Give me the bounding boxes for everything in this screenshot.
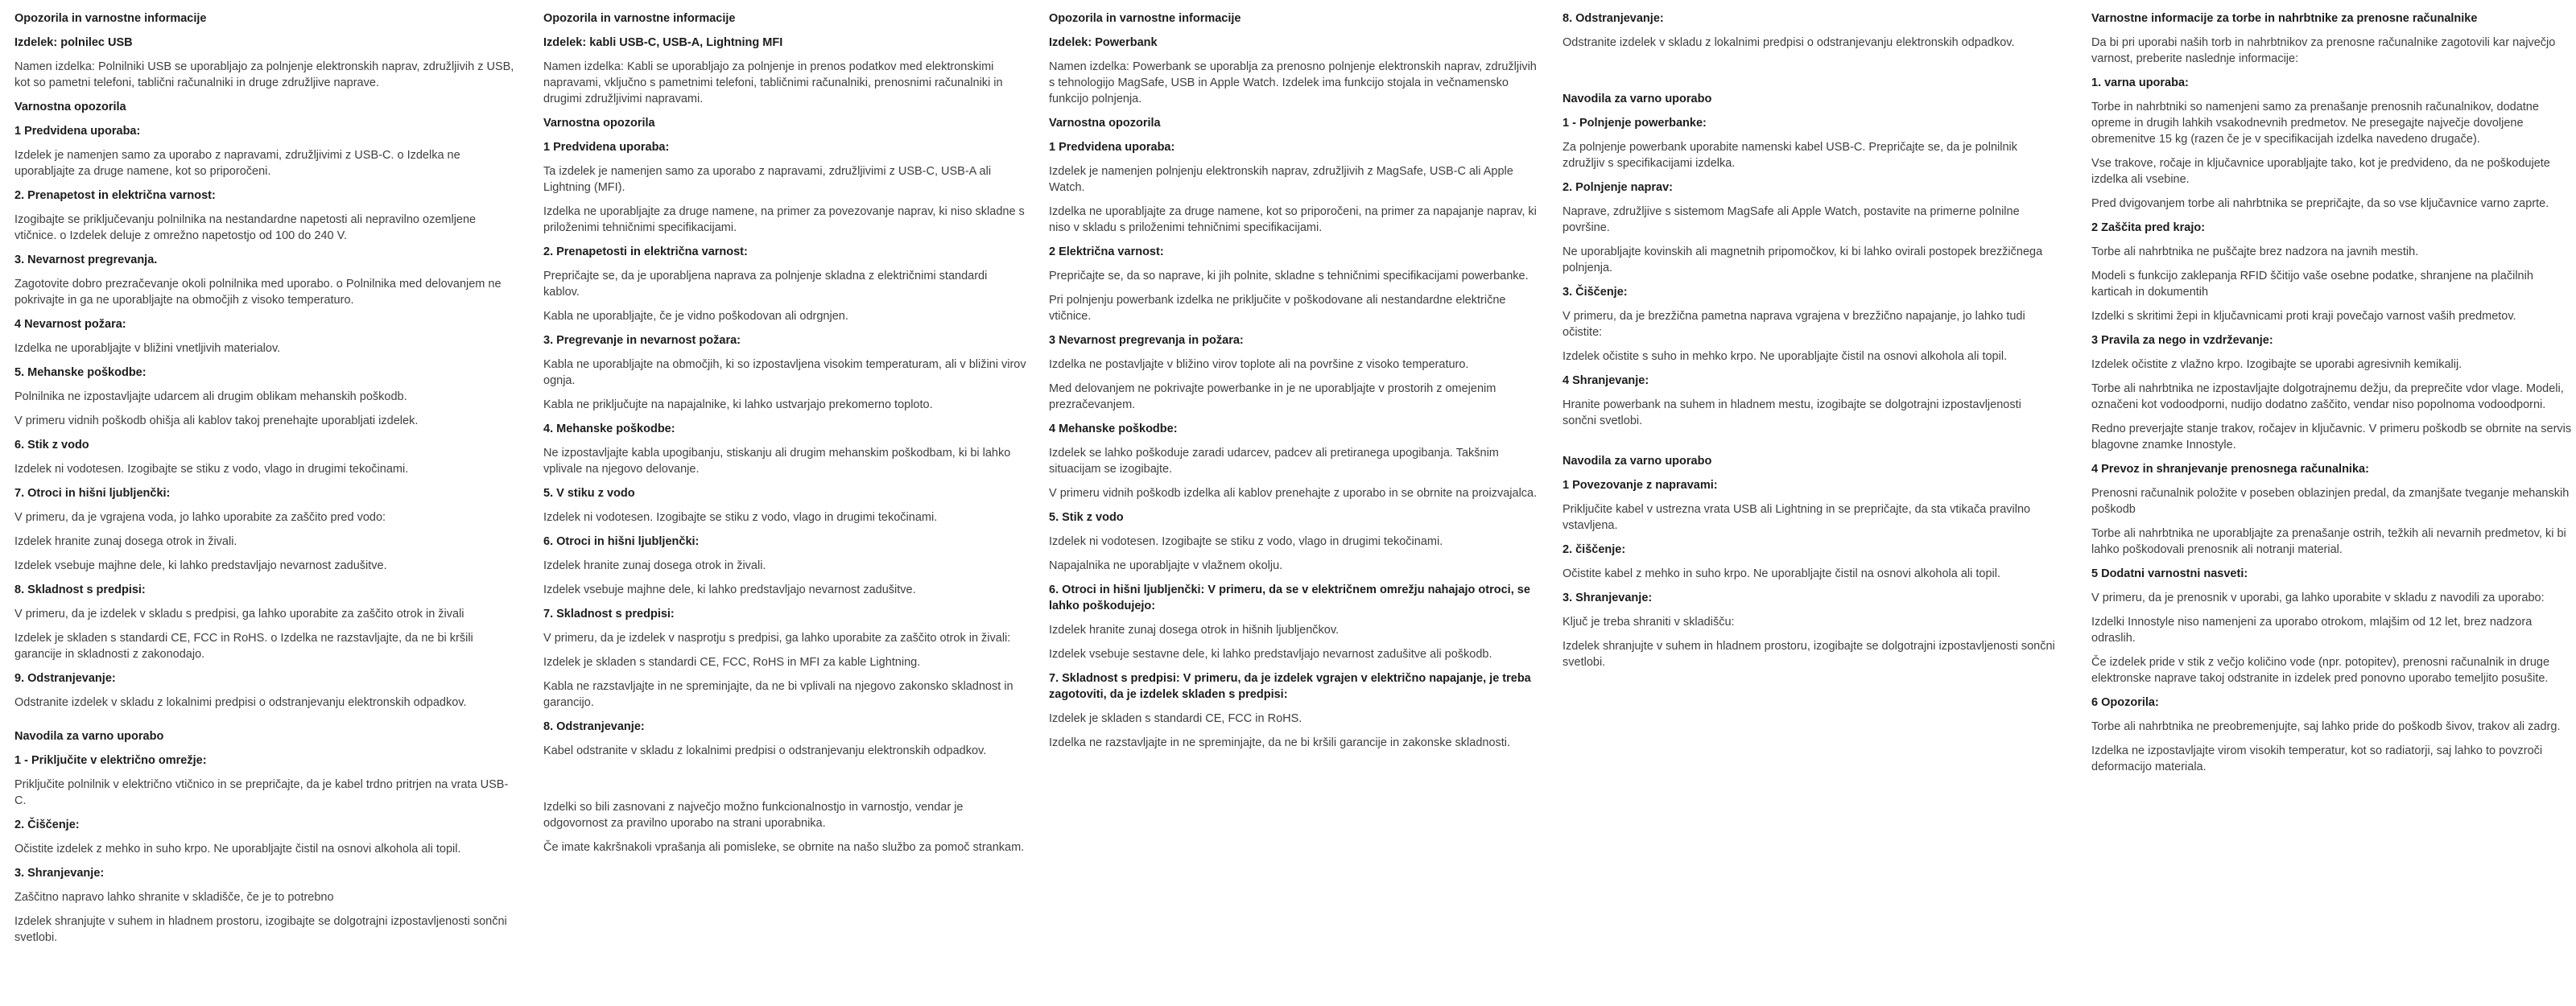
paragraph: Za polnjenje powerbank uporabite namenski kabel USB-C. Prepričajte se, da je polnilnik združljiv s specifikacijami izdelka.	[1563, 141, 2018, 170]
text-column-3	[1049, 10, 1538, 759]
paragraph: V primeru, da je prenosnik v uporabi, ga lahko uporabite v skladu z navodili za uporabo:	[2091, 592, 2545, 604]
section-heading: 4 Mehanske poškodbe:	[1049, 423, 1178, 435]
paragraph: Namen izdelka: Kabli se uporabljajo za polnjenje in prenos podatkov med elektronskimi napravami, vključno s pametnimi telefoni, tabličnimi računalniki, prenosnimi računalniki in drugimi združljivimi napravami.	[543, 60, 1003, 105]
section-heading: 2. Prenapetosti in električna varnost:	[543, 245, 748, 258]
section-heading: 6. Otroci in hišni ljubljenčki:	[543, 535, 700, 548]
paragraph-gap	[543, 767, 1026, 799]
section-heading: Opozorila in varnostne informacije	[14, 12, 207, 25]
paragraph: Prepričajte se, da je uporabljena naprava za polnjenje skladna z električnimi standardi kablov.	[543, 270, 988, 299]
paragraph-gap	[1563, 59, 2055, 91]
section-heading: 3. Shranjevanje:	[1563, 592, 1653, 604]
paragraph: Redno preverjajte stanje trakov, ročajev in ključavnic. V primeru poškodb se obrnite na servis blagovne znamke Innostyle.	[2091, 423, 2572, 451]
paragraph: Kabla ne razstavljajte in ne spreminjajte, da ne bi vplivali na njegovo zakonsko skladnost in garancijo.	[543, 680, 1013, 709]
paragraph: Izdelka ne postavljajte v bližino virov toplote ali na površine z visoko temperaturo.	[1049, 358, 1469, 371]
paragraph: Izdelek hranite zunaj dosega otrok in živali.	[14, 535, 237, 548]
paragraph: V primeru vidnih poškodb ohišja ali kablov takoj prenehajte uporabljati izdelek.	[14, 414, 419, 427]
section-heading: 1 Predvidena uporaba:	[14, 125, 141, 138]
paragraph: Torbe ali nahrbtnika ne puščajte brez nadzora na javnih mestih.	[2091, 245, 2419, 258]
section-heading: Varnostna opozorila	[14, 101, 126, 113]
section-heading: 6 Opozorila:	[2091, 696, 2159, 709]
paragraph: Ne izpostavljajte kabla upogibanju, stiskanju ali drugim mehanskim poškodbam, ki bi lahko vplivale na njegovo delovanje.	[543, 447, 1011, 476]
paragraph: Namen izdelka: Powerbank se uporablja za prenosno polnjenje elektronskih naprav, združljivih s tehnologijo MagSafe, USB in Apple Watch. Izdelek ima funkcijo stojala in večnamensko funkcijo polnjenja.	[1049, 60, 1537, 105]
paragraph: Modeli s funkcijo zaklepanja RFID ščitijo vaše osebne podatke, shranjene na plačilnih karticah in dokumentih	[2091, 270, 2533, 299]
section-heading: 4 Nevarnost požara:	[14, 318, 126, 331]
paragraph: Vse trakove, ročaje in ključavnice uporabljajte tako, kot je predvideno, da ne poškodujete izdelka ali vsebine.	[2091, 157, 2550, 186]
paragraph: Prenosni računalnik položite v poseben oblazinjen predal, da zmanjšate tveganje mehanskih poškodb	[2091, 487, 2570, 516]
section-heading: Izdelek: Powerbank	[1049, 36, 1158, 49]
text-column-2	[543, 10, 1026, 864]
paragraph: Izdelka ne uporabljajte v bližini vnetljivih materialov.	[14, 342, 281, 355]
paragraph: Očistite izdelek z mehko in suho krpo. Ne uporabljajte čistil na osnovi alkohola ali topil.	[14, 843, 461, 856]
paragraph: Izdelka ne razstavljajte in ne spreminjajte, da ne bi kršili garancije in zakonske skladnosti.	[1049, 736, 1511, 749]
section-heading: Izdelek: kabli USB-C, USB-A, Lightning MFI	[543, 36, 783, 49]
paragraph: V primeru vidnih poškodb izdelka ali kablov prenehajte z uporabo in se obrnite na proizvajalca.	[1049, 487, 1538, 500]
paragraph: Izdelek ni vodotesen. Izogibajte se stiku z vodo, vlago in drugimi tekočinami.	[543, 511, 938, 524]
section-heading: 1 Predvidena uporaba:	[543, 141, 670, 154]
section-heading: 4 Shranjevanje:	[1563, 374, 1649, 387]
section-heading: 1 Povezovanje z napravami:	[1563, 479, 1718, 492]
section-heading: 8. Odstranjevanje:	[543, 720, 645, 733]
paragraph: Izdelek je skladen s standardi CE, FCC in RoHS. o Izdelka ne razstavljajte, da ne bi kršili garancije in skladnosti z zakonodajo.	[14, 632, 473, 661]
paragraph: Naprave, združljive s sistemom MagSafe ali Apple Watch, postavite na primerne polnilne površine.	[1563, 205, 2020, 234]
text-column-4	[1563, 10, 2055, 678]
paragraph: V primeru, da je vgrajena voda, jo lahko uporabite za zaščito pred vodo:	[14, 511, 386, 524]
paragraph: Hranite powerbank na suhem in hladnem mestu, izogibajte se dolgotrajni izpostavljenosti sončni svetlobi.	[1563, 398, 2021, 427]
paragraph: Torbe ali nahrbtnika ne preobremenjujte, saj lahko pride do poškodb šivov, trakov ali zadrg.	[2091, 720, 2561, 733]
section-heading: 2. Prenapetost in električna varnost:	[14, 189, 216, 202]
section-heading: 2 Električna varnost:	[1049, 245, 1164, 258]
paragraph: Izdelek hranite zunaj dosega otrok in hišnih ljubljenčkov.	[1049, 624, 1340, 637]
section-heading: 5. Mehanske poškodbe:	[14, 366, 147, 379]
paragraph: Ne uporabljajte kovinskih ali magnetnih pripomočkov, ki bi lahko ovirali postopek brezžičnega polnjenja.	[1563, 245, 2043, 274]
paragraph: Izdelka ne uporabljajte za druge namene, na primer za povezovanje naprav, ki niso skladne s priloženimi tehničnimi specifikacijami.	[543, 205, 1025, 234]
section-heading: Navodila za varno uporabo	[1563, 455, 1712, 468]
paragraph: Torbe in nahrbtniki so namenjeni samo za prenašanje prenosnih računalnikov, dodatne opreme in drugih lahkih vsakodnevnih predmetov. Ne presegajte največje dovoljene obremenitve 15 kg (razen če je v specifikacijah izdelka navedeno drugače).	[2091, 101, 2539, 146]
paragraph: Ključ je treba shraniti v skladišču:	[1563, 616, 1735, 629]
section-heading: 3 Nevarnost pregrevanja in požara:	[1049, 334, 1244, 347]
paragraph: Izdelek shranjujte v suhem in hladnem prostoru, izogibajte se dolgotrajni izpostavljenosti sončni svetlobi.	[14, 915, 507, 944]
paragraph: Odstranite izdelek v skladu z lokalnimi predpisi o odstranjevanju elektronskih odpadkov.	[14, 696, 467, 709]
paragraph: Očistite kabel z mehko in suho krpo. Ne uporabljajte čistil na osnovi alkohola ali topil.	[1563, 567, 2001, 580]
section-heading: Izdelek: polnilec USB	[14, 36, 133, 49]
paragraph: Kabla ne uporabljajte na območjih, ki so izpostavljena visokim temperaturam, ali v bližini virov ognja.	[543, 358, 1026, 387]
section-heading: 5 Dodatni varnostni nasveti:	[2091, 567, 2248, 580]
section-heading: 5. Stik z vodo	[1049, 511, 1124, 524]
section-heading: 9. Odstranjevanje:	[14, 672, 116, 685]
paragraph: V primeru, da je izdelek v nasprotju s predpisi, ga lahko uporabite za zaščito otrok in živali:	[543, 632, 1011, 645]
paragraph: Izdelek očistite z vlažno krpo. Izogibajte se uporabi agresivnih kemikalij.	[2091, 358, 2462, 371]
paragraph-gap	[14, 719, 517, 728]
paragraph: Izdelka ne izpostavljajte virom visokih temperatur, kot so radiatorji, saj lahko to povzroči deformacijo materiala.	[2091, 744, 2543, 773]
paragraph: Izdelka ne uporabljajte za druge namene, kot so priporočeni, na primer za napajanje naprav, ki niso v skladu s priloženimi tehničnimi specifikacijami.	[1049, 205, 1537, 234]
paragraph: Izdelek je skladen s standardi CE, FCC, RoHS in MFI za kable Lightning.	[543, 656, 921, 669]
paragraph: Izdelek vsebuje sestavne dele, ki lahko predstavljajo nevarnost zadušitve ali poškodb.	[1049, 648, 1492, 661]
section-heading: Opozorila in varnostne informacije	[1049, 12, 1241, 25]
paragraph-gap	[1563, 437, 2055, 453]
section-heading: 7. Skladnost s predpisi:	[543, 608, 675, 621]
paragraph: Torbe ali nahrbtnika ne izpostavljajte dolgotrajnemu dežju, da preprečite vdor vlage. Modeli, označeni kot vodoodporni, nudijo dodatno zaščito, vendar niso popolnoma vodoodporni.	[2091, 382, 2564, 411]
paragraph: Kabla ne uporabljajte, če je vidno poškodovan ali odrgnjen.	[543, 310, 848, 323]
paragraph: Ta izdelek je namenjen samo za uporabo z napravami, združljivimi z USB-C, USB-A ali Lightning (MFI).	[543, 165, 992, 194]
paragraph: Izdelki so bili zasnovani z največjo možno funkcionalnostjo in varnostjo, vendar je odgovornost za pravilno uporabo na strani uporabnika.	[543, 801, 964, 830]
paragraph: Izogibajte se priključevanju polnilnika na nestandardne napetosti ali nepravilno ozemljene vtičnice. o Izdelek deluje z omrežno napetostjo od 100 do 240 V.	[14, 213, 477, 242]
section-heading: 7. Otroci in hišni ljubljenčki:	[14, 487, 171, 500]
paragraph: Priključite kabel v ustrezna vrata USB ali Lightning in se prepričajte, da sta vtikača pravilno vstavljena.	[1563, 503, 2031, 532]
section-heading: 3 Pravila za nego in vzdrževanje:	[2091, 334, 2273, 347]
section-heading: 3. Čiščenje:	[1563, 286, 1628, 299]
section-heading: 5. V stiku z vodo	[543, 487, 635, 500]
paragraph: Izdelek se lahko poškoduje zaradi udarcev, padcev ali pretiranega upogibanja. Takšnim situacijam se izogibajte.	[1049, 447, 1499, 476]
paragraph: Izdelek očistite s suho in mehko krpo. Ne uporabljajte čistil na osnovi alkohola ali topil.	[1563, 350, 2008, 363]
paragraph: Odstranite izdelek v skladu z lokalnimi predpisi o odstranjevanju elektronskih odpadkov.	[1563, 36, 2015, 49]
paragraph: Torbe ali nahrbtnika ne uporabljajte za prenašanje ostrih, težkih ali nevarnih predmetov, ki bi lahko poškodovali prenosnik ali notranji material.	[2091, 527, 2566, 556]
section-heading: 6. Otroci in hišni ljubljenčki: V primeru, da se v električnem omrežju nahajajo otroci, se lahko poškodujejo:	[1049, 583, 1530, 612]
paragraph: Napajalnika ne uporabljajte v vlažnem okolju.	[1049, 559, 1283, 572]
paragraph: Izdelek vsebuje majhne dele, ki lahko predstavljajo nevarnost zadušitve.	[14, 559, 387, 572]
section-heading: 7. Skladnost s predpisi: V primeru, da je izdelek vgrajen v električno napajanje, je treba zagotoviti, da je izdelek skladen s predpisi:	[1049, 672, 1531, 701]
section-heading: Varnostne informacije za torbe in nahrbtnike za prenosne računalnike	[2091, 12, 2478, 25]
paragraph: Pred dvigovanjem torbe ali nahrbtnika se prepričajte, da so vse ključavnice varno zaprte.	[2091, 197, 2549, 210]
paragraph: Izdelek je namenjen polnjenju elektronskih naprav, združljivih z MagSafe, USB-C ali Apple Watch.	[1049, 165, 1513, 194]
paragraph: Kabla ne priključujte na napajalnike, ki lahko ustvarjajo prekomerno toploto.	[543, 398, 933, 411]
text-column-1	[14, 10, 517, 954]
paragraph: Med delovanjem ne pokrivajte powerbanke in je ne uporabljajte v prostorih z omejenim prezračevanjem.	[1049, 382, 1496, 411]
paragraph: Pri polnjenju powerbank izdelka ne priključite v poškodovane ali nestandardne električne vtičnice.	[1049, 294, 1506, 323]
section-heading: 1 - Polnjenje powerbanke:	[1563, 117, 1707, 130]
paragraph: Zaščitno napravo lahko shranite v skladišče, če je to potrebno	[14, 891, 334, 904]
section-heading: 2. Čiščenje:	[14, 818, 80, 831]
paragraph: Zagotovite dobro prezračevanje okoli polnilnika med uporabo. o Polnilnika med delovanjem ne pokrivajte in ga ne uporabljajte na območjih z visoko temperaturo.	[14, 278, 502, 307]
section-heading: 4. Mehanske poškodbe:	[543, 423, 675, 435]
paragraph: Izdelek hranite zunaj dosega otrok in živali.	[543, 559, 766, 572]
section-heading: Varnostna opozorila	[543, 117, 655, 130]
text-column-5	[2091, 10, 2574, 783]
section-heading: 2. Polnjenje naprav:	[1563, 181, 1673, 194]
paragraph: Namen izdelka: Polnilniki USB se uporabljajo za polnjenje elektronskih naprav, združljivih z USB, kot so pametni telefoni, tablični računalniki in druge združljive naprave.	[14, 60, 514, 89]
paragraph: Izdelek ni vodotesen. Izogibajte se stiku z vodo, vlago in drugimi tekočinami.	[14, 463, 409, 476]
paragraph: Kabel odstranite v skladu z lokalnimi predpisi o odstranjevanju elektronskih odpadkov.	[543, 744, 987, 757]
paragraph: Izdelki Innostyle niso namenjeni za uporabo otrokom, mlajšim od 12 let, brez nadzora odraslih.	[2091, 616, 2533, 645]
section-heading: Navodila za varno uporabo	[1563, 93, 1712, 105]
paragraph: Izdelek je skladen s standardi CE, FCC in RoHS.	[1049, 712, 1302, 725]
paragraph: Izdelek vsebuje majhne dele, ki lahko predstavljajo nevarnost zadušitve.	[543, 583, 916, 596]
paragraph: Prepričajte se, da so naprave, ki jih polnite, skladne s tehničnimi specifikacijami powerbanke.	[1049, 270, 1529, 282]
paragraph: Izdelki s skritimi žepi in ključavnicami proti kraji povečajo varnost vaših predmetov.	[2091, 310, 2516, 323]
section-heading: Varnostna opozorila	[1049, 117, 1161, 130]
section-heading: 3. Shranjevanje:	[14, 867, 105, 880]
section-heading: 1 - Priključite v električno omrežje:	[14, 754, 207, 767]
paragraph: Priključite polnilnik v električno vtičnico in se prepričajte, da je kabel trdno pritrjen na vrata USB-C.	[14, 778, 509, 807]
section-heading: 3. Nevarnost pregrevanja.	[14, 254, 158, 266]
section-heading: 4 Prevoz in shranjevanje prenosnega računalnika:	[2091, 463, 2369, 476]
section-heading: Navodila za varno uporabo	[14, 730, 164, 743]
section-heading: 6. Stik z vodo	[14, 439, 89, 451]
section-heading: Opozorila in varnostne informacije	[543, 12, 736, 25]
section-heading: 2 Zaščita pred krajo:	[2091, 221, 2206, 234]
paragraph: Polnilnika ne izpostavljajte udarcem ali drugim oblikam mehanskih poškodb.	[14, 390, 407, 403]
section-heading: 8. Odstranjevanje:	[1563, 12, 1664, 25]
section-heading: 1 Predvidena uporaba:	[1049, 141, 1175, 154]
paragraph: V primeru, da je brezžična pametna naprava vgrajena v brezžično napajanje, jo lahko tudi očistite:	[1563, 310, 2025, 339]
paragraph: Izdelek je namenjen samo za uporabo z napravami, združljivimi z USB-C. o Izdelka ne uporabljajte za druge namene, kot so priporočeni.	[14, 149, 460, 178]
paragraph: Če imate kakršnakoli vprašanja ali pomisleke, se obrnite na našo službo za pomoč strankam.	[543, 841, 1025, 854]
paragraph: Izdelek shranjujte v suhem in hladnem prostoru, izogibajte se dolgotrajni izpostavljenosti sončni svetlobi.	[1563, 640, 2055, 669]
paragraph: Izdelek ni vodotesen. Izogibajte se stiku z vodo, vlago in drugimi tekočinami.	[1049, 535, 1443, 548]
paragraph: Da bi pri uporabi naših torb in nahrbtnikov za prenosne računalnike zagotovili kar največjo varnost, preberite naslednje informacije:	[2091, 36, 2556, 65]
paragraph: Če izdelek pride v stik z večjo količino vode (npr. potopitev), prenosni računalnik in druge elektronske naprave takoj odstranite in izdelek pred ponovno uporabo temeljito posušite.	[2091, 656, 2550, 685]
section-heading: 8. Skladnost s predpisi:	[14, 583, 146, 596]
section-heading: 2. čiščenje:	[1563, 543, 1626, 556]
section-heading: 3. Pregrevanje in nevarnost požara:	[543, 334, 741, 347]
section-heading: 1. varna uporaba:	[2091, 76, 2189, 89]
paragraph: V primeru, da je izdelek v skladu s predpisi, ga lahko uporabite za zaščito otrok in živali	[14, 608, 464, 621]
